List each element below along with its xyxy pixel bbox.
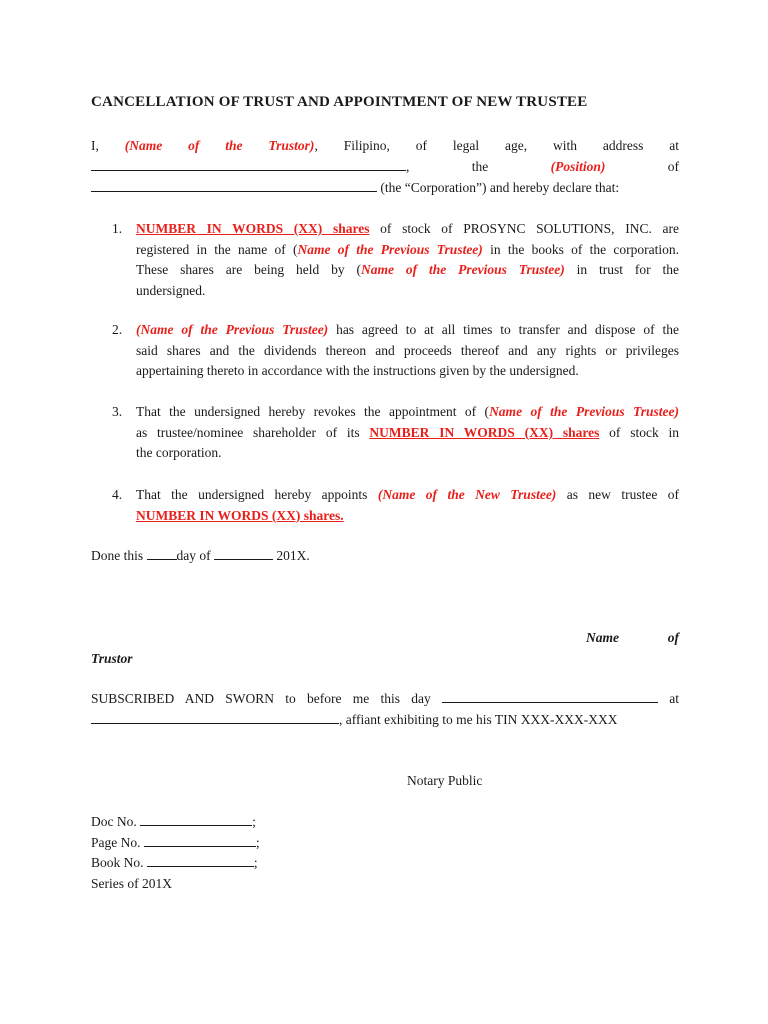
- jurat-line-2: , affiant exhibiting to me his TIN XXX-XXX-XXX: [91, 710, 679, 730]
- item-number: 4.: [112, 487, 123, 502]
- item-number: 1.: [112, 221, 123, 236]
- previous-trustee-placeholder: (Name of the Previous Trustee): [136, 322, 329, 337]
- previous-trustee-placeholder: Name of the Previous Trustee): [360, 262, 565, 278]
- intro-pronoun: I,: [91, 138, 99, 153]
- trustor-name-placeholder: (Name of the Trustor): [124, 138, 315, 153]
- intro-line-2: [91, 157, 679, 177]
- comma: ,: [406, 159, 410, 174]
- list-item: NUMBER IN WORDS (XX) shares of stock of PROSYNC SOLUTIONS, INC. are registered in the name of (Name of the Previous Trustee) in the books of the corporation. These shares are being held by (Name of the Previous Trustee) in trust for the undersigned.: [136, 221, 679, 299]
- previous-trustee-placeholder: Name of the Previous Trustee): [489, 404, 679, 419]
- doc-no-line: Doc No. ;: [91, 814, 256, 829]
- day-blank: [147, 547, 177, 560]
- intro-text: , Filipino, of legal age, with address at: [314, 138, 679, 153]
- document-title: CANCELLATION OF TRUST AND APPOINTMENT OF NEW TRUSTEE: [91, 94, 588, 110]
- intro-line-1: [91, 136, 679, 156]
- shares-placeholder: NUMBER IN WORDS (XX) shares: [369, 424, 600, 440]
- place-blank: [91, 711, 339, 724]
- new-trustee-placeholder: (Name of the New Trustee): [377, 487, 557, 502]
- notary-public: Notary Public: [407, 773, 483, 788]
- done-line: Done this day of 201X.: [91, 548, 310, 563]
- signature-trustor: Trustor: [91, 651, 133, 666]
- month-blank: [214, 547, 273, 560]
- signature-name: Name of: [586, 630, 679, 645]
- book-no-line: Book No. ;: [91, 855, 258, 870]
- intro-line-3: [91, 178, 679, 198]
- list-item: That the undersigned hereby appoints (Name of the New Trustee) as new trustee of NUMBER IN WORDS (XX) shares.: [136, 487, 680, 523]
- address-blank: [91, 158, 406, 171]
- shares-placeholder: NUMBER IN WORDS (XX) shares: [136, 221, 370, 236]
- page-no-line: Page No. ;: [91, 835, 260, 850]
- item-number: 3.: [112, 404, 123, 419]
- jurat-line-1: SUBSCRIBED AND SWORN to before me this day at: [91, 691, 679, 706]
- shares-placeholder: NUMBER IN WORDS (XX) shares.: [136, 507, 344, 523]
- series-line: Series of 201X: [91, 876, 172, 891]
- of-text: of: [667, 159, 680, 174]
- list-item: (Name of the Previous Trustee) has agreed to at all times to transfer and dispose of the said shares and the dividends thereon and proceeds thereof and any rights or privileges appertaining thereto in accordance with the instructions given by the undersigned.: [136, 322, 679, 379]
- item-number: 2.: [112, 322, 123, 337]
- the-text: the: [471, 159, 489, 174]
- previous-trustee-placeholder: Name of the Previous Trustee): [297, 241, 483, 257]
- position-placeholder: (Position): [550, 159, 606, 174]
- date-blank: [442, 690, 658, 703]
- corporation-blank: [91, 179, 377, 192]
- corporation-text: (the “Corporation”) and hereby declare that:: [380, 180, 620, 195]
- list-item: That the undersigned hereby revokes the appointment of (Name of the Previous Trustee) as trustee/nominee shareholder of its NUMBER IN WORDS (XX) shares of stock in the corporation.: [136, 404, 679, 461]
